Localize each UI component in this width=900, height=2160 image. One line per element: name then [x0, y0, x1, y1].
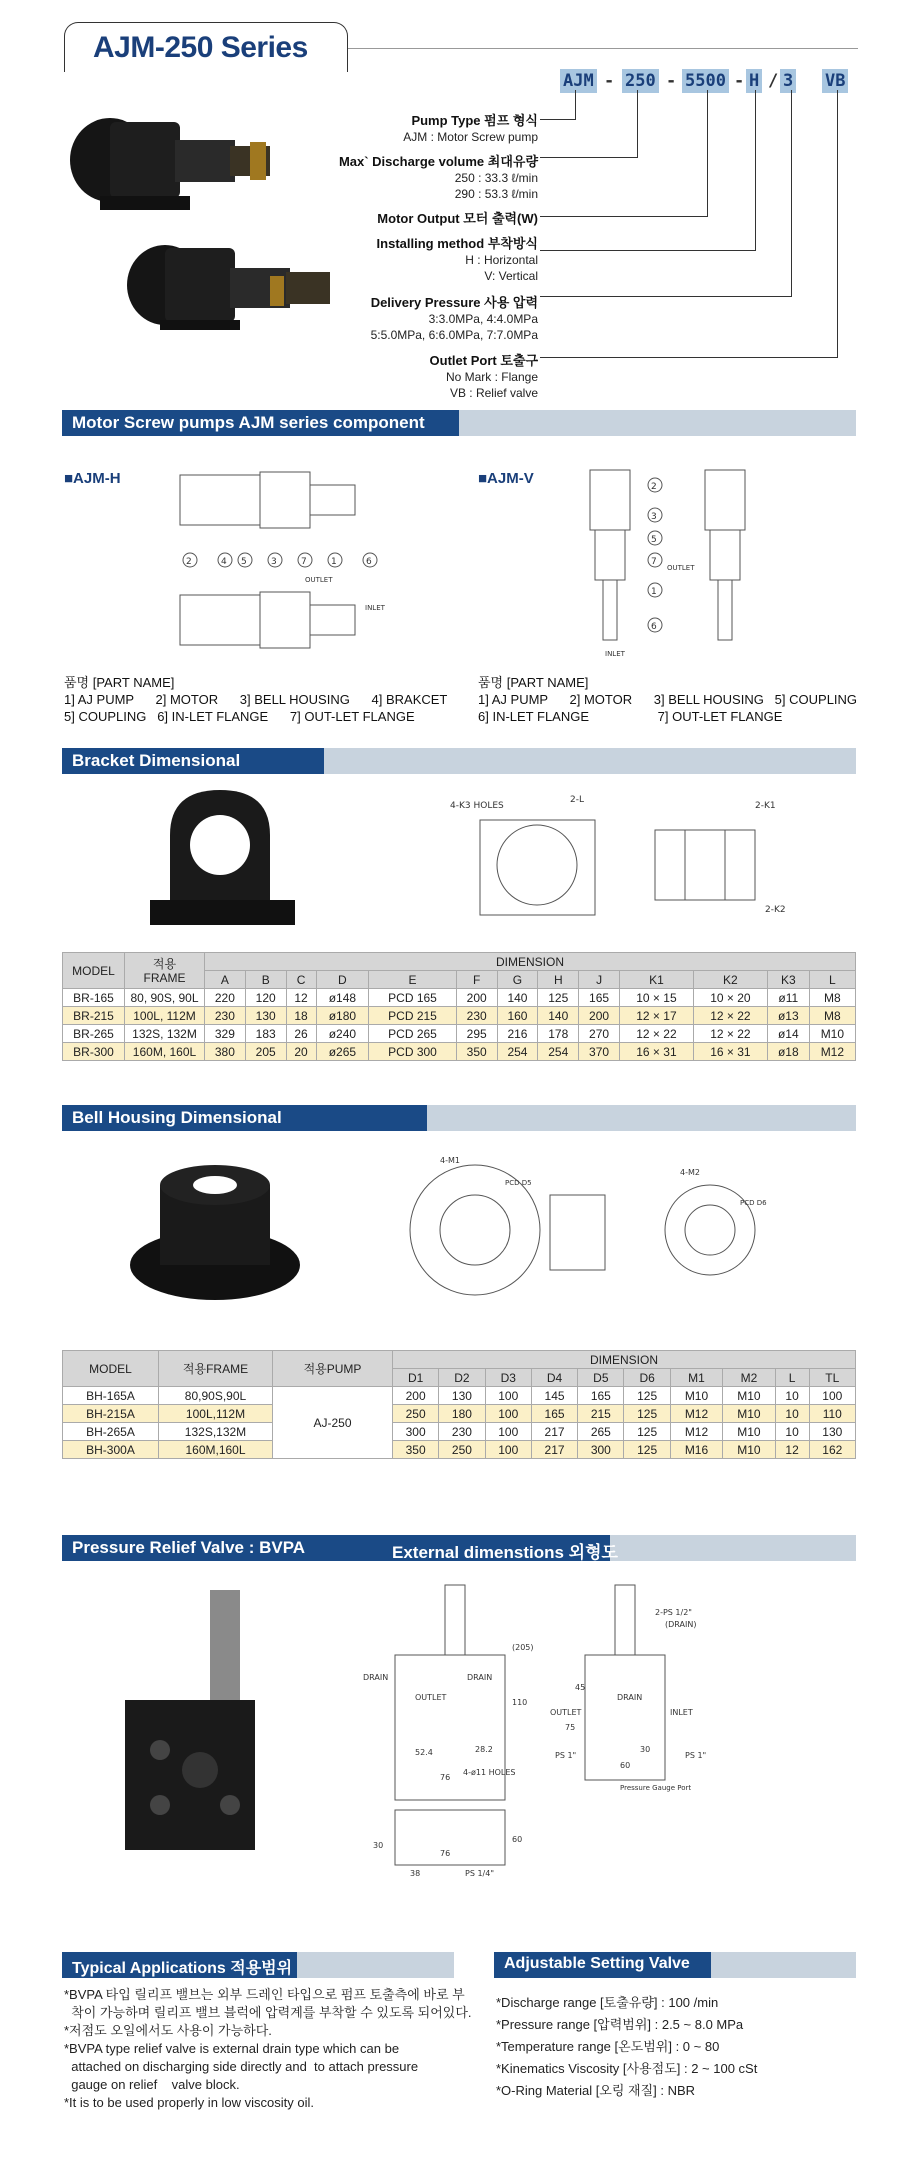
- col-model: MODEL: [63, 1351, 159, 1387]
- code-discharge: 250: [622, 69, 659, 93]
- spec-pump-type: Pump Type 펌프 형식 AJM : Motor Screw pump: [403, 113, 538, 144]
- inlet-label: INLET: [670, 1708, 693, 1717]
- col-dimension: DIMENSION: [393, 1351, 856, 1369]
- col-frame: 적용 FRAME: [125, 953, 205, 989]
- spec-discharge: Max` Discharge volume 최대유량 250 : 33.3 ℓ/min 290 : 53.3 ℓ/min: [338, 154, 538, 201]
- m2-label: 4-M2: [680, 1168, 700, 1177]
- gauge-port-label: Pressure Gauge Port: [620, 1784, 692, 1792]
- m1-label: 4-M1: [440, 1156, 460, 1165]
- dim-label: 60: [512, 1835, 523, 1844]
- connector-line: [538, 90, 838, 358]
- code-sep: /: [768, 71, 779, 91]
- table-row: BH-300A 160M,160L 350 250 100 217 300 125 M16 M10 12 162: [63, 1441, 856, 1459]
- dim-label: 28.2: [475, 1745, 493, 1754]
- d6-label: PCD D6: [740, 1199, 767, 1207]
- page-title: AJM-250 Series: [64, 22, 348, 72]
- callout: 6: [366, 557, 372, 567]
- table-row: BH-215A 100L,112M 250 180 100 165 215 125 M12 M10 10 110: [63, 1405, 856, 1423]
- port-label: PS 1": [555, 1751, 577, 1760]
- outlet-label: OUTLET: [550, 1708, 582, 1717]
- port-label: 2-PS 1/2": [655, 1608, 692, 1617]
- inlet-label: INLET: [605, 650, 625, 658]
- col-dimension: DIMENSION: [205, 953, 856, 971]
- col-pump: 적용PUMP: [273, 1351, 393, 1387]
- l-label: 2-L: [570, 795, 584, 805]
- section-relief-valve: Pressure Relief Valve : BVPA External dimenstions 외형도: [62, 1535, 856, 1561]
- callout: 4: [221, 557, 227, 567]
- dim-label: 110: [512, 1698, 528, 1707]
- code-pressure: 3: [780, 69, 796, 93]
- spec-pressure: Delivery Pressure 사용 압력 3:3.0MPa, 4:4.0MPa 5:5.0MPa, 6:6.0MPa, 7:7.0MPa: [370, 295, 538, 342]
- bracket-drawing: [430, 790, 860, 940]
- section-applications: Typical Applications 적용범위: [62, 1952, 454, 1978]
- pump-vertical-image: [127, 245, 330, 330]
- k1-label: 2-K1: [755, 801, 776, 811]
- code-pump-type: AJM: [560, 69, 597, 93]
- ajm-h-diagram: [160, 460, 390, 650]
- d5-label: PCD D5: [505, 1179, 532, 1187]
- code-outlet: VB: [822, 69, 848, 93]
- callout: 6: [651, 622, 657, 632]
- dim-label: 75: [565, 1723, 576, 1732]
- code-motor: 5500: [682, 69, 729, 93]
- outlet-label: OUTLET: [415, 1693, 447, 1702]
- spec-motor: Motor Output 모터 출력(W): [377, 211, 538, 226]
- pump-cell: AJ-250: [273, 1387, 393, 1459]
- callout: 2: [651, 482, 657, 492]
- dim-label: 30: [373, 1841, 384, 1850]
- bracket-table: MODEL 적용 FRAME DIMENSION A B C D E F G H J K1 K2 K3 L BR-165 80, 90S, 90L 220 120 12 ø148 PCD 165 200 140 125 165 10 × 15 10 × 20 ø11 M8 BR-215 100L, 112M 230 130 18 ø180 PCD 215 230 160 140 200 12 × 17 12 × 22 ø13 M8 BR-265 132S, 132M 329 183 26 ø240 PCD 265 295 216 178 270 12 × 22 12 × 22 ø14 M10 BR-300 160M, 160L 380 205 20 ø265 PCD 300 350 254 254 370 16 × 31 16 × 31 ø18 M12: [62, 952, 856, 1061]
- pump-photo: [60, 100, 360, 330]
- dim-label: 30: [640, 1745, 651, 1754]
- drain-label: DRAIN: [617, 1693, 643, 1702]
- section-bracket: Bracket Dimensional: [62, 748, 856, 774]
- drain-label: DRAIN: [363, 1673, 389, 1682]
- pump-horizontal-image: [70, 118, 270, 210]
- holes-label: 4-K3 HOLES: [450, 801, 504, 811]
- callout: 3: [651, 512, 657, 522]
- inlet-label: INLET: [365, 604, 385, 612]
- table-row: BR-265 132S, 132M 329 183 26 ø240 PCD 265 295 216 178 270 12 × 22 12 × 22 ø14 M10: [63, 1025, 856, 1043]
- table-row: BH-165A 80,90S,90L AJ-250 200 130 100 145 165 125 M10 M10 10 100: [63, 1387, 856, 1405]
- section-bell-housing: Bell Housing Dimensional: [62, 1105, 856, 1131]
- holes-label: 4-ø11 HOLES: [463, 1768, 516, 1777]
- ajm-v-part-list: 품명 [PART NAME] 1] AJ PUMP 2] MOTOR 3] BELL HOUSING 5] COUPLING 6] IN-LET FLANGE 7] OUT-LET FLANGE: [478, 675, 858, 724]
- bell-housing-drawing: [400, 1155, 820, 1305]
- drain-label: DRAIN: [467, 1673, 493, 1682]
- dim-label: 76: [440, 1849, 451, 1858]
- bracket-photo: [140, 785, 310, 935]
- dim-label: (205): [512, 1643, 534, 1652]
- setting-text: *Discharge range [토출유량] : 100 /min *Pressure range [압력범위] : 2.5 ~ 8.0 MPa *Temperature range [온도범위] : 0 ~ 80 *Kinematics Viscosity [사용점도] : 2 ~ 100 cSt *O-Ring Material [오링 재질] : NBR: [496, 1995, 758, 2098]
- dim-label: 76: [440, 1773, 451, 1782]
- port-label: (DRAIN): [665, 1620, 697, 1629]
- callout: 1: [651, 587, 657, 597]
- table-row: BR-300 160M, 160L 380 205 20 ø265 PCD 300 350 254 254 370 16 × 31 16 × 31 ø18 M12: [63, 1043, 856, 1061]
- code-sep: -: [666, 71, 677, 91]
- spec-install: Installing method 부착방식 H : Horizontal V: Vertical: [376, 236, 538, 283]
- callout: 1: [331, 557, 337, 567]
- section-setting-valve: Adjustable Setting Valve: [494, 1952, 856, 1978]
- callout: 3: [271, 557, 277, 567]
- bell-table: MODEL 적용FRAME 적용PUMP DIMENSION D1 D2 D3 D4 D5 D6 M1 M2 L TL BH-165A 80,90S,90L AJ-250 200 130 100 145 165 125 M10 M10 10 100 BH-215A 100L,112M 250 180 100 165 215 125 M12 M10 10 110 BH-265A 132S,132M 300 230 100 217 265 125 M12 M10 10 130 BH-300A 160M,160L 350 250 100 217 300 125 M16 M10 12 162: [62, 1350, 856, 1459]
- bell-housing-photo: [125, 1155, 305, 1305]
- applications-text: *BVPA 타입 릴리프 밸브는 외부 드레인 타입으로 펌프 토출측에 바로 부 착이 가능하며 릴리프 밸브 블럭에 압력계를 부착할 수 있도록 되어있다. *저점도 오일에서도 사용이 가능하다. *BVPA type relief valve is external drain type which can be attached on discharging side directly and to attach pressure gauge on relief valve block. *It is to be used properly in low viscosity oil.: [64, 1987, 472, 2110]
- dim-label: 45: [575, 1683, 586, 1692]
- code-sep: -: [734, 71, 745, 91]
- dim-label: 52.4: [415, 1748, 433, 1757]
- col-frame: 적용FRAME: [159, 1351, 273, 1387]
- title-rule: [348, 48, 858, 49]
- callout: 7: [301, 557, 307, 567]
- ajm-h-part-list: 품명 [PART NAME] 1] AJ PUMP 2] MOTOR 3] BELL HOUSING 4] BRAKCET 5] COUPLING 6] IN-LET FLANGE 7] OUT-LET FLANGE: [64, 675, 448, 724]
- port-label: PS 1/4": [465, 1869, 494, 1878]
- section-component: Motor Screw pumps AJM series component: [62, 410, 856, 436]
- spec-outlet: Outlet Port 토출구 No Mark : Flange VB : Relief valve: [429, 353, 538, 400]
- code-sep: -: [604, 71, 615, 91]
- dim-label: 60: [620, 1761, 631, 1770]
- table-row: BR-215 100L, 112M 230 130 18 ø180 PCD 215 230 160 140 200 12 × 17 12 × 22 ø13 M8: [63, 1007, 856, 1025]
- callout: 5: [651, 535, 657, 545]
- code-install: H: [746, 69, 762, 93]
- outlet-label: OUTLET: [667, 564, 695, 572]
- table-row: BR-165 80, 90S, 90L 220 120 12 ø148 PCD 165 200 140 125 165 10 × 15 10 × 20 ø11 M8: [63, 989, 856, 1007]
- ajm-h-heading: ■AJM-H: [64, 470, 121, 487]
- outlet-label: OUTLET: [305, 576, 333, 584]
- callout: 5: [241, 557, 247, 567]
- table-row: BH-265A 132S,132M 300 230 100 217 265 125 M12 M10 10 130: [63, 1423, 856, 1441]
- dim-label: 38: [410, 1869, 421, 1878]
- col-model: MODEL: [63, 953, 125, 989]
- ajm-v-heading: ■AJM-V: [478, 470, 534, 487]
- k2-label: 2-K2: [765, 905, 786, 915]
- callout: 2: [186, 557, 192, 567]
- port-label: PS 1": [685, 1751, 707, 1760]
- callout: 7: [651, 557, 657, 567]
- ajm-v-diagram: [575, 460, 795, 670]
- relief-valve-photo: [120, 1580, 270, 1860]
- relief-valve-drawing: [355, 1580, 855, 1880]
